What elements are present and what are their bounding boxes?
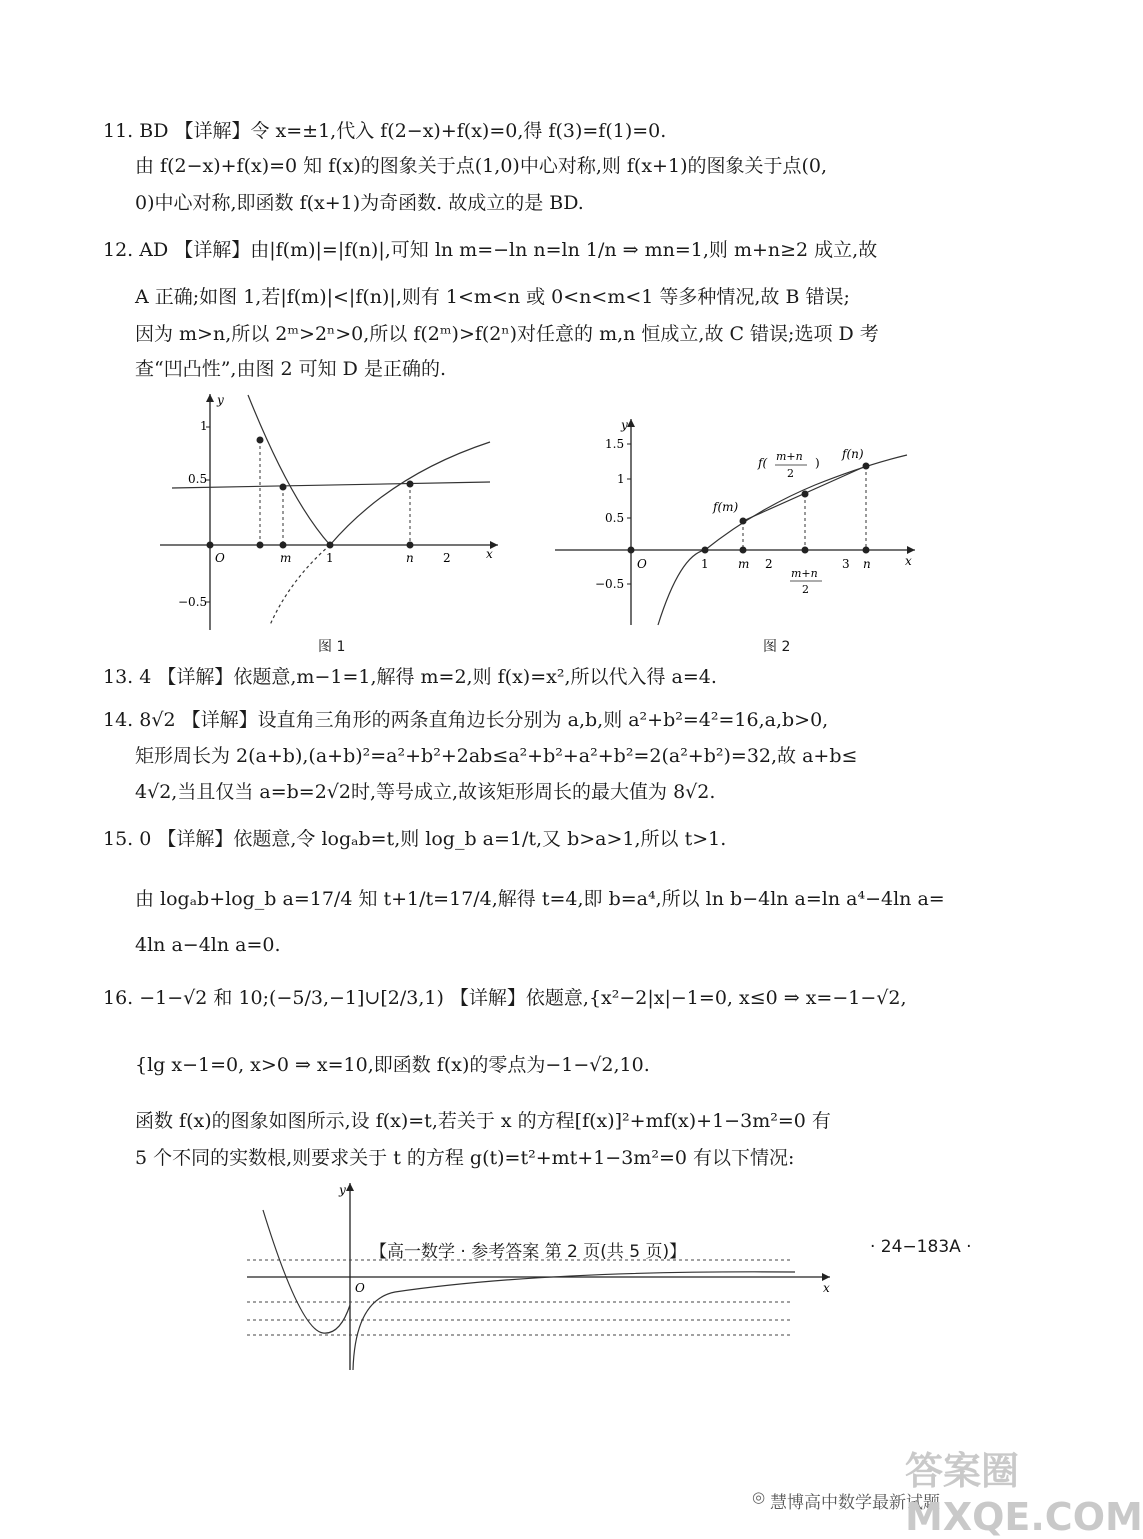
fig2-y-label: y bbox=[621, 418, 628, 432]
fig2-xtick-m: m bbox=[738, 557, 750, 571]
fig3-y-label: y bbox=[339, 1183, 346, 1197]
q13-line: 13. 4 【详解】依题意,m−1=1,解得 m=2,则 f(x)=x²,所以代入得 a=4. bbox=[103, 666, 717, 688]
fig2-origin: O bbox=[637, 557, 647, 571]
q15-line-3: 4ln a−4ln a=0. bbox=[135, 934, 281, 956]
fig1-point bbox=[257, 542, 264, 549]
fig1-origin: O bbox=[215, 551, 225, 565]
q16-line-3: 函数 f(x)的图象如图所示,设 f(x)=t,若关于 x 的方程[f(x)]²+mf(x)+1−3m²=0 有 bbox=[135, 1110, 831, 1132]
fig1-point bbox=[280, 484, 287, 491]
fig2-point-fmid bbox=[802, 491, 809, 498]
fig2-point bbox=[863, 547, 870, 554]
q11-line-2: 由 f(2−x)+f(x)=0 知 f(x)的图象关于点(1,0)中心对称,则 f(x+1)的图象关于点(0, bbox=[135, 155, 828, 177]
figure-3 bbox=[245, 1180, 840, 1375]
q14-line-1: 14. 8√2 【详解】设直角三角形的两条直角边长分别为 a,b,则 a²+b²=4²=16,a,b>0, bbox=[103, 709, 829, 731]
fig1-point bbox=[207, 542, 214, 549]
fig2-x-label: x bbox=[905, 554, 912, 568]
fig1-y-label: y bbox=[217, 393, 224, 407]
fig1-ytick-1: 1 bbox=[200, 419, 208, 433]
q14-line-2: 矩形周长为 2(a+b),(a+b)²=a²+b²+2ab≤a²+b²+a²+b²=2(a²+b²)=32,故 a+b≤ bbox=[135, 745, 858, 767]
fig1-xtick-1: 1 bbox=[326, 551, 334, 565]
fig2-curve bbox=[658, 455, 907, 625]
fig1-curve-right bbox=[330, 442, 490, 545]
fig2-ytick-neg05: −0.5 bbox=[595, 577, 625, 591]
fig1-xtick-m: m bbox=[280, 551, 292, 565]
q15-line-1: 15. 0 【详解】依题意,令 logₐb=t,则 log_b a=1/t,又 b>a>1,所以 t>1. bbox=[103, 828, 727, 850]
fig2-point bbox=[740, 547, 747, 554]
q14-line-3: 4√2,当且仅当 a=b=2√2时,等号成立,故该矩形周长的最大值为 8√2. bbox=[135, 781, 716, 803]
fig1-point bbox=[257, 437, 264, 444]
fig2-point bbox=[802, 547, 809, 554]
fig3-x-label: x bbox=[823, 1281, 830, 1295]
fig3-curve-right bbox=[353, 1272, 795, 1370]
watermark-logo: 答案圈 MXQE.COM bbox=[905, 1449, 1143, 1539]
fig3-curve-left bbox=[263, 1210, 350, 1333]
fig2-label-fn: f(n) bbox=[842, 447, 864, 461]
fig1-point bbox=[327, 542, 334, 549]
q16-line-1: 16. −1−√2 和 10;(−5/3,−1]∪[2/3,1) 【详解】依题意,{x²−2|x|−1=0, x≤0 ⇒ x=−1−√2, bbox=[103, 987, 907, 1009]
fig2-xtick-mid-top: m+n bbox=[791, 567, 818, 580]
fig1-xtick-n: n bbox=[406, 551, 414, 565]
q15-line-2: 由 logₐb+log_b a=17/4 知 t+1/t=17/4,解得 t=4,即 b=a⁴,所以 ln b−4ln a=ln a⁴−4ln a= bbox=[135, 888, 945, 910]
q11-line-1: 11. BD 【详解】令 x=±1,代入 f(2−x)+f(x)=0,得 f(3)=f(1)=0. bbox=[103, 120, 667, 142]
fig2-point-fn bbox=[863, 463, 870, 470]
fig2-label-fm: f(m) bbox=[713, 500, 739, 514]
fig1-xtick-2: 2 bbox=[443, 551, 451, 565]
fig2-label-fmid-bottom: 2 bbox=[787, 467, 794, 480]
fig2-xtick-mid-bottom: 2 bbox=[802, 583, 809, 596]
fig1-horizontal-line bbox=[172, 482, 490, 488]
fig2-xtick-1: 1 bbox=[701, 557, 709, 571]
q11-line-3: 0)中心对称,即函数 f(x+1)为奇函数. 故成立的是 BD. bbox=[135, 192, 584, 214]
q16-line-2: {lg x−1=0, x>0 ⇒ x=10,即函数 f(x)的零点为−1−√2,10. bbox=[135, 1054, 650, 1076]
fig2-ytick-15: 1.5 bbox=[605, 437, 625, 451]
fig2-point bbox=[628, 547, 635, 554]
fig1-point bbox=[407, 481, 414, 488]
q12-line-4: 查“凹凸性”,由图 2 可知 D 是正确的. bbox=[135, 358, 446, 380]
q12-line-3: 因为 m>n,所以 2ᵐ>2ⁿ>0,所以 f(2ᵐ)>f(2ⁿ)对任意的 m,n 恒成立,故 C 错误;选项 D 考 bbox=[135, 323, 879, 345]
wechat-icon: ◎ bbox=[752, 1488, 766, 1506]
fig2-xtick-n: n bbox=[863, 557, 871, 571]
watermark-text: 慧博高中数学最新试题 bbox=[770, 1493, 940, 1513]
figure-2 bbox=[555, 415, 920, 630]
fig2-ytick-05: 0.5 bbox=[605, 511, 625, 525]
fig2-ytick-1: 1 bbox=[617, 472, 625, 486]
fig1-point bbox=[407, 542, 414, 549]
fig2-xtick-3: 3 bbox=[842, 557, 850, 571]
fig1-curve-dashed bbox=[270, 545, 330, 625]
fig2-xtick-2: 2 bbox=[765, 557, 773, 571]
q12-line-1: 12. AD 【详解】由|f(m)|=|f(n)|,可知 ln m=−ln n=ln 1/n ⇒ mn=1,则 m+n≥2 成立,故 bbox=[103, 239, 878, 261]
page-footer: 【高一数学 · 参考答案 第 2 页(共 5 页)】 bbox=[370, 1242, 687, 1262]
fig1-x-label: x bbox=[486, 547, 493, 561]
q16-line-4: 5 个不同的实数根,则要求关于 t 的方程 g(t)=t²+mt+1−3m²=0 有以下情况: bbox=[135, 1147, 795, 1169]
fig1-point bbox=[280, 542, 287, 549]
fig1-ytick-neg05: −0.5 bbox=[178, 595, 208, 609]
fig3-origin: O bbox=[355, 1281, 365, 1295]
fig1-ytick-05: 0.5 bbox=[188, 472, 208, 486]
page-code: · 24−183A · bbox=[870, 1237, 972, 1257]
fig2-label-fmid-top: m+n bbox=[776, 450, 803, 463]
q12-line-2: A 正确;如图 1,若|f(m)|<|f(n)|,则有 1<m<n 或 0<n<m<1 等多种情况,故 B 错误; bbox=[135, 286, 850, 308]
fig2-point bbox=[702, 547, 709, 554]
fig1-caption: 图 1 bbox=[318, 639, 346, 655]
figure-1 bbox=[160, 390, 500, 635]
fig2-caption: 图 2 bbox=[763, 639, 791, 655]
fig2-label-fmid-suffix: ) bbox=[815, 456, 820, 470]
fig2-label-fmid-prefix: f( bbox=[758, 456, 768, 470]
fig2-point-fm bbox=[740, 518, 747, 525]
